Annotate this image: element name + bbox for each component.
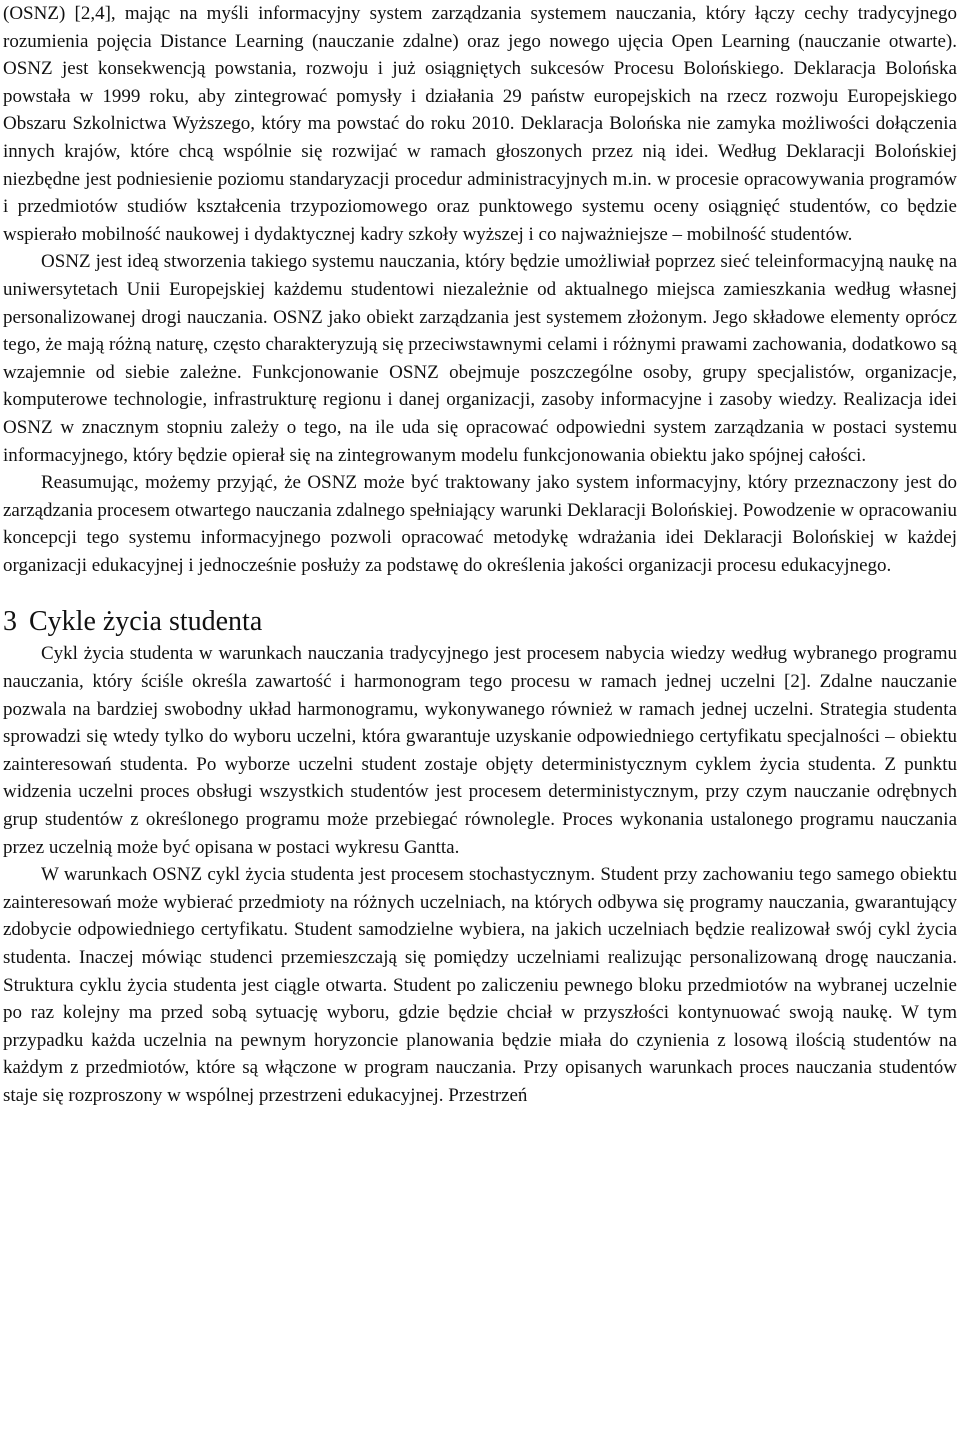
paragraph-osnz-intro: (OSNZ) [2,4], mając na myśli informacyjny system zarządzania systemem nauczania, który łączy cechy tradycyjnego rozumienia pojęcia Distance Learning (nauczanie zdalne) oraz jego nowego ujęcia Open Learning (nauczanie otwarte). OSNZ jest konsekwencją powstania, rozwoju i już osiągniętych sukcesów Procesu Bolońskiego. Deklaracja Bolońska powstała w 1999 roku, aby zintegrować pomysły i działania 29 państw europejskich na rzecz rozwoju Europejskiego Obszaru Szkolnictwa Wyższego, który ma powstać do roku 2010. Deklaracja Bolońska nie zamyka możliwości dołączenia innych krajów, które chcą wspólnie się rozwijać w ramach głoszonych przez nią idei. Według Deklaracji Bolońskiej niezbędne jest podniesienie poziomu standaryzacji procedur administracyjnych m.in. w procesie opracowywania programów i przedmiotów studiów kształcenia trzypoziomowego oraz punktowego systemu oceny osiągnięć studentów, co będzie wspierało mobilność naukowej i dydaktycznej kadry szkoły wyższej i co najważniejsze – mobilność studentów. — [3, 3, 957, 245]
paragraph-traditional-lifecycle: Cykl życia studenta w warunkach nauczania tradycyjnego jest procesem nabycia wiedzy według wybranego programu nauczania, który ściśle określa zawartość i harmonogram tego procesu w ramach jednej uczelni [2]. Zdalne nauczanie pozwala na bardziej swobodny układ harmonogramu, wykonywanego również w ramach jednej uczelni. Strategia studenta sprowadzi się wtedy tylko do wyboru uczelni, która gwarantuje uzyskanie odpowiedniego certyfikatu specjalności – obiektu zainteresowań studenta. Po wyborze uczelni student zostaje objęty deterministycznym cyklem życia studenta. Z punktu widzenia uczelni proces obsługi wszystkich studentów jest procesem deterministycznym, przy czym nauczanie odrębnych grup studentów z określonego programu może przebiegać równolegle. Proces wykonania ustalonego programu nauczania przez uczelnią może być opisana w postaci wykresu Gantta. — [3, 643, 957, 858]
paragraph-osnz-lifecycle: W warunkach OSNZ cykl życia studenta jest procesem stochastycznym. Student przy zachowaniu tego samego obiektu zainteresowań może wybierać przedmioty na różnych uczelniach, na których odbywa się programy nauczania, gwarantujący zdobycie odpowiedniego certyfikatu. Student samodzielne wybiera, na jakich uczelniach będzie realizował swój cykl życia studenta. Inaczej mówiąc studenci przemieszczają się pomiędzy uczelniami realizując personalizowaną drogę nauczania. Struktura cyklu życia studenta jest ciągle otwarta. Student po zaliczeniu pewnego bloku przedmiotów na wybranej uczelnie po raz kolejny ma przed sobą sytuację wyboru, gdzie będzie chciał w przyszłości kontynuować swoją naukę. W tym przypadku każda uczelnia na pewnym horyzoncie planowania będzie miała do czynienia z losową ilością studentów na każdym z przedmiotów, które są włączone w program nauczania. Przy opisanych warunkach proces nauczania studentów staje się rozproszony w wspólnej przestrzeni edukacyjnej. Przestrzeń — [3, 864, 957, 1106]
document-page — [3, 0, 957, 1110]
paragraph-summary: Reasumując, możemy przyjąć, że OSNZ może być traktowany jako system informacyjny, który przeznaczony jest do zarządzania procesem otwartego nauczania zdalnego spełniający warunki Deklaracji Bolońskiej. Powodzenie w opracowaniu koncepcji tego systemu informacyjnego pozwoli opracować metodykę wdrażania idei Deklaracji Bolońskiej w każdej organizacji edukacyjnej i jednocześnie posłuży za podstawę do określenia jakości organizacji procesu edukacyjnego. — [3, 472, 957, 576]
paragraph-osnz-idea: OSNZ jest ideą stworzenia takiego systemu nauczania, który będzie umożliwiał poprzez sieć teleinformacyjną naukę na uniwersytetach Unii Europejskiej każdemu studentowi niezależnie od aktualnego miejsca zamieszkania według własnej personalizowanej drogi nauczania. OSNZ jako obiekt zarządzania jest systemem złożonym. Jego składowe elementy oprócz tego, że mają różną naturę, często charakteryzują się przeciwstawnymi celami i różnymi prawami zachowania, dodatkowo są wzajemnie od siebie zależne. Funkcjonowanie OSNZ obejmuje poszczególne osoby, grupy specjalistów, organizacje, komputerowe technologie, infrastrukturę regionu i danej organizacji, zasoby informacyjne i zasoby wiedzy. Realizacja idei OSNZ w znacznym stopniu zależy o tego, na ile uda się opracować odpowiedni system zarządzania w postaci systemu informacyjnego, który będzie opierał się na zintegrowanym modelu funkcjonowania obiektu jako spójnej całości. — [3, 251, 957, 466]
section-title: Cykle życia studenta — [29, 606, 263, 638]
section-heading — [3, 605, 957, 639]
section-number: 3 — [3, 606, 17, 638]
